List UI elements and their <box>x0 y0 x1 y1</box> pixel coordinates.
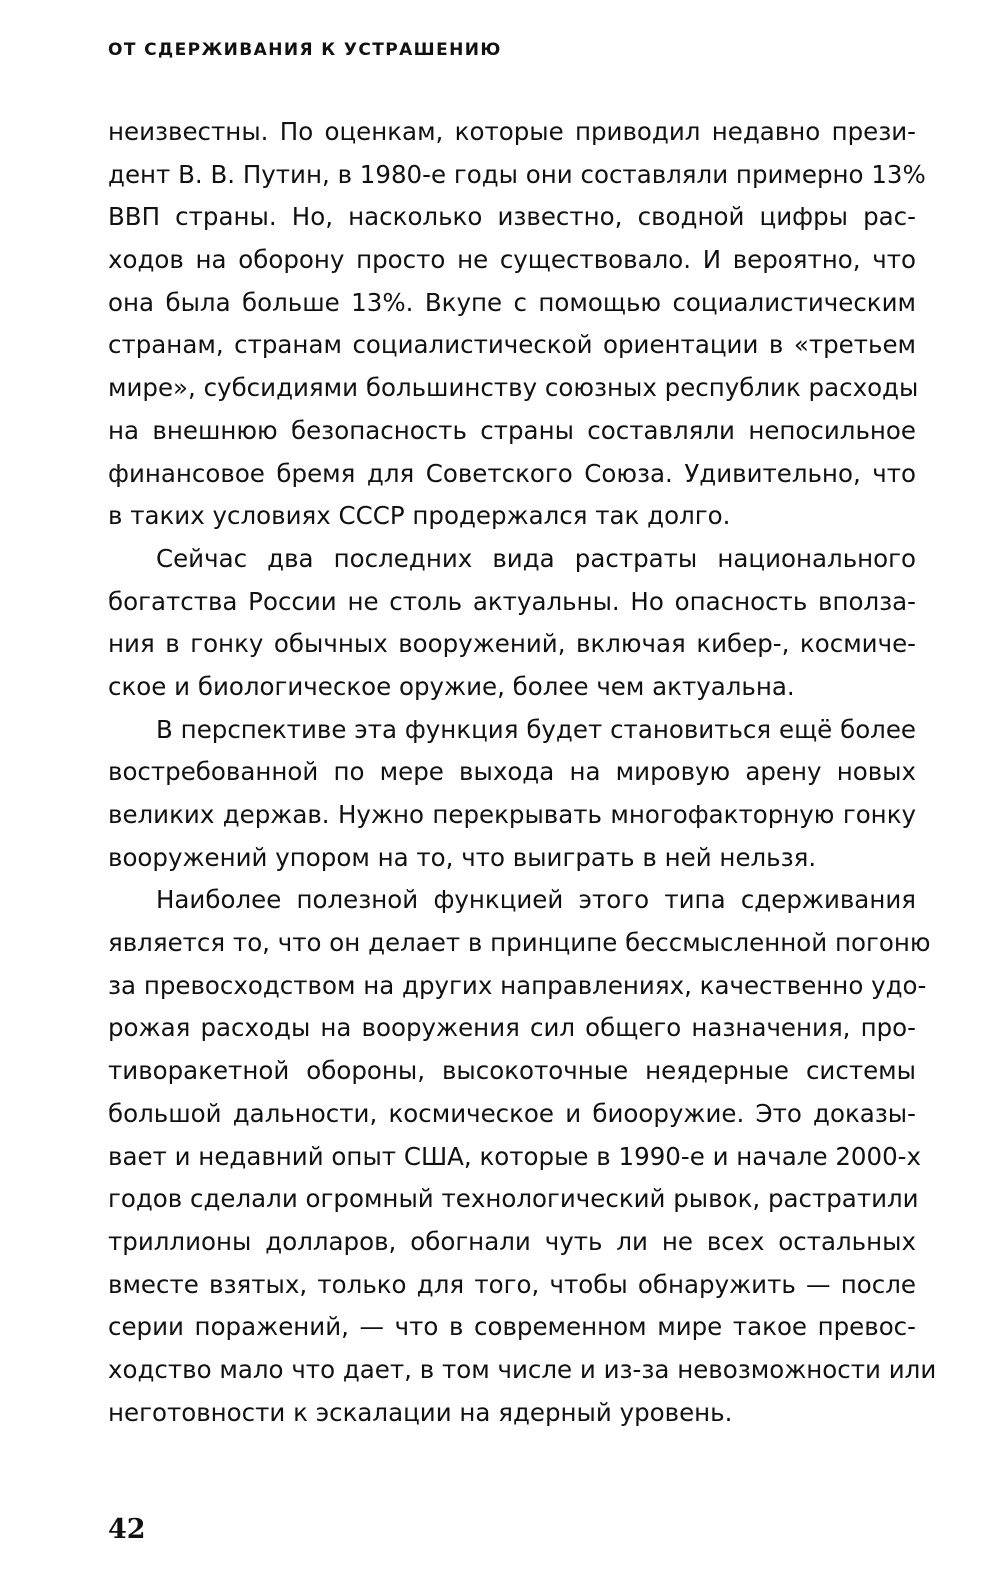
text-line: рожая расходы на вооружения сил общего назначения, про- <box>108 1013 916 1043</box>
running-head: ОТ СДЕРЖИВАНИЯ К УСТРАШЕНИЮ <box>108 40 502 60</box>
text-line: в таких условиях СССР продержался так долго. <box>108 501 731 531</box>
paragraph-2 <box>108 538 916 709</box>
text-line: на внешнюю безопасность страны составляли непосильное <box>108 415 916 445</box>
text-line: Сейчас два последних вида растраты национального <box>156 543 916 573</box>
text-line: является то, что он делает в принципе бессмысленной погоню <box>108 928 931 958</box>
text-line: ходство мало что дает, в том числе и из-за невозможности или <box>108 1354 937 1384</box>
text-line: ния в гонку обычных вооружений, включая кибер-, космиче- <box>108 629 916 659</box>
text-line: В перспективе эта функция будет становиться ещё более <box>156 714 916 744</box>
text-line: годов сделали огромный технологический рывок, растратили <box>108 1184 919 1214</box>
text-line: финансовое бремя для Советского Союза. Удивительно, что <box>108 458 916 488</box>
text-line: дент В. В. Путин, в 1980-е годы они составляли примерно 13% <box>108 159 926 189</box>
text-line: за превосходством на других направлениях, качественно удо- <box>108 970 927 1000</box>
text-line: вместе взятых, только для того, чтобы обнаружить — после <box>108 1269 916 1299</box>
paragraph-1 <box>108 111 926 538</box>
text-line: неготовности к эскалации на ядерный уровень. <box>108 1397 733 1427</box>
text-line: ВВП страны. Но, насколько известно, сводной цифры рас- <box>108 202 916 232</box>
text-line: странам, странам социалистической ориентации в «третьем <box>108 330 916 360</box>
body-text <box>108 111 937 1434</box>
text-line: неизвестны. По оценкам, которые приводил недавно прези- <box>108 117 916 146</box>
text-line: ское и биологическое оружие, более чем актуальна. <box>108 671 795 701</box>
text-line: серии поражений, — что в современном мире такое превос- <box>108 1312 916 1342</box>
text-line: вает и недавний опыт США, которые в 1990-е и начале 2000-х <box>108 1141 922 1171</box>
text-line: богатства России не столь актуальны. Но опасность вполза- <box>108 586 916 616</box>
paragraph-4 <box>108 879 937 1434</box>
text-line: ходов на оборону просто не существовало. И вероятно, что <box>108 245 916 275</box>
text-line: мире», субсидиями большинству союзных республик расходы <box>108 373 919 403</box>
paragraph-3 <box>108 709 916 880</box>
text-line: она была больше 13%. Вкупе с помощью социалистическим <box>108 287 916 317</box>
text-line: вооружений упором на то, что выиграть в ней нельзя. <box>108 842 817 872</box>
text-line: тиворакетной обороны, высокоточные неядерные системы <box>108 1056 916 1086</box>
text-line: большой дальности, космическое и биооружие. Это доказы- <box>108 1098 916 1128</box>
page-number: 42 <box>108 1514 146 1545</box>
text-line: триллионы долларов, обогнали чуть ли не всех остальных <box>108 1226 916 1256</box>
text-line: востребованной по мере выхода на мировую арену новых <box>108 757 916 787</box>
text-line: Наиболее полезной функцией этого типа сдерживания <box>156 885 916 915</box>
text-line: великих держав. Нужно перекрывать многофакторную гонку <box>108 800 916 829</box>
